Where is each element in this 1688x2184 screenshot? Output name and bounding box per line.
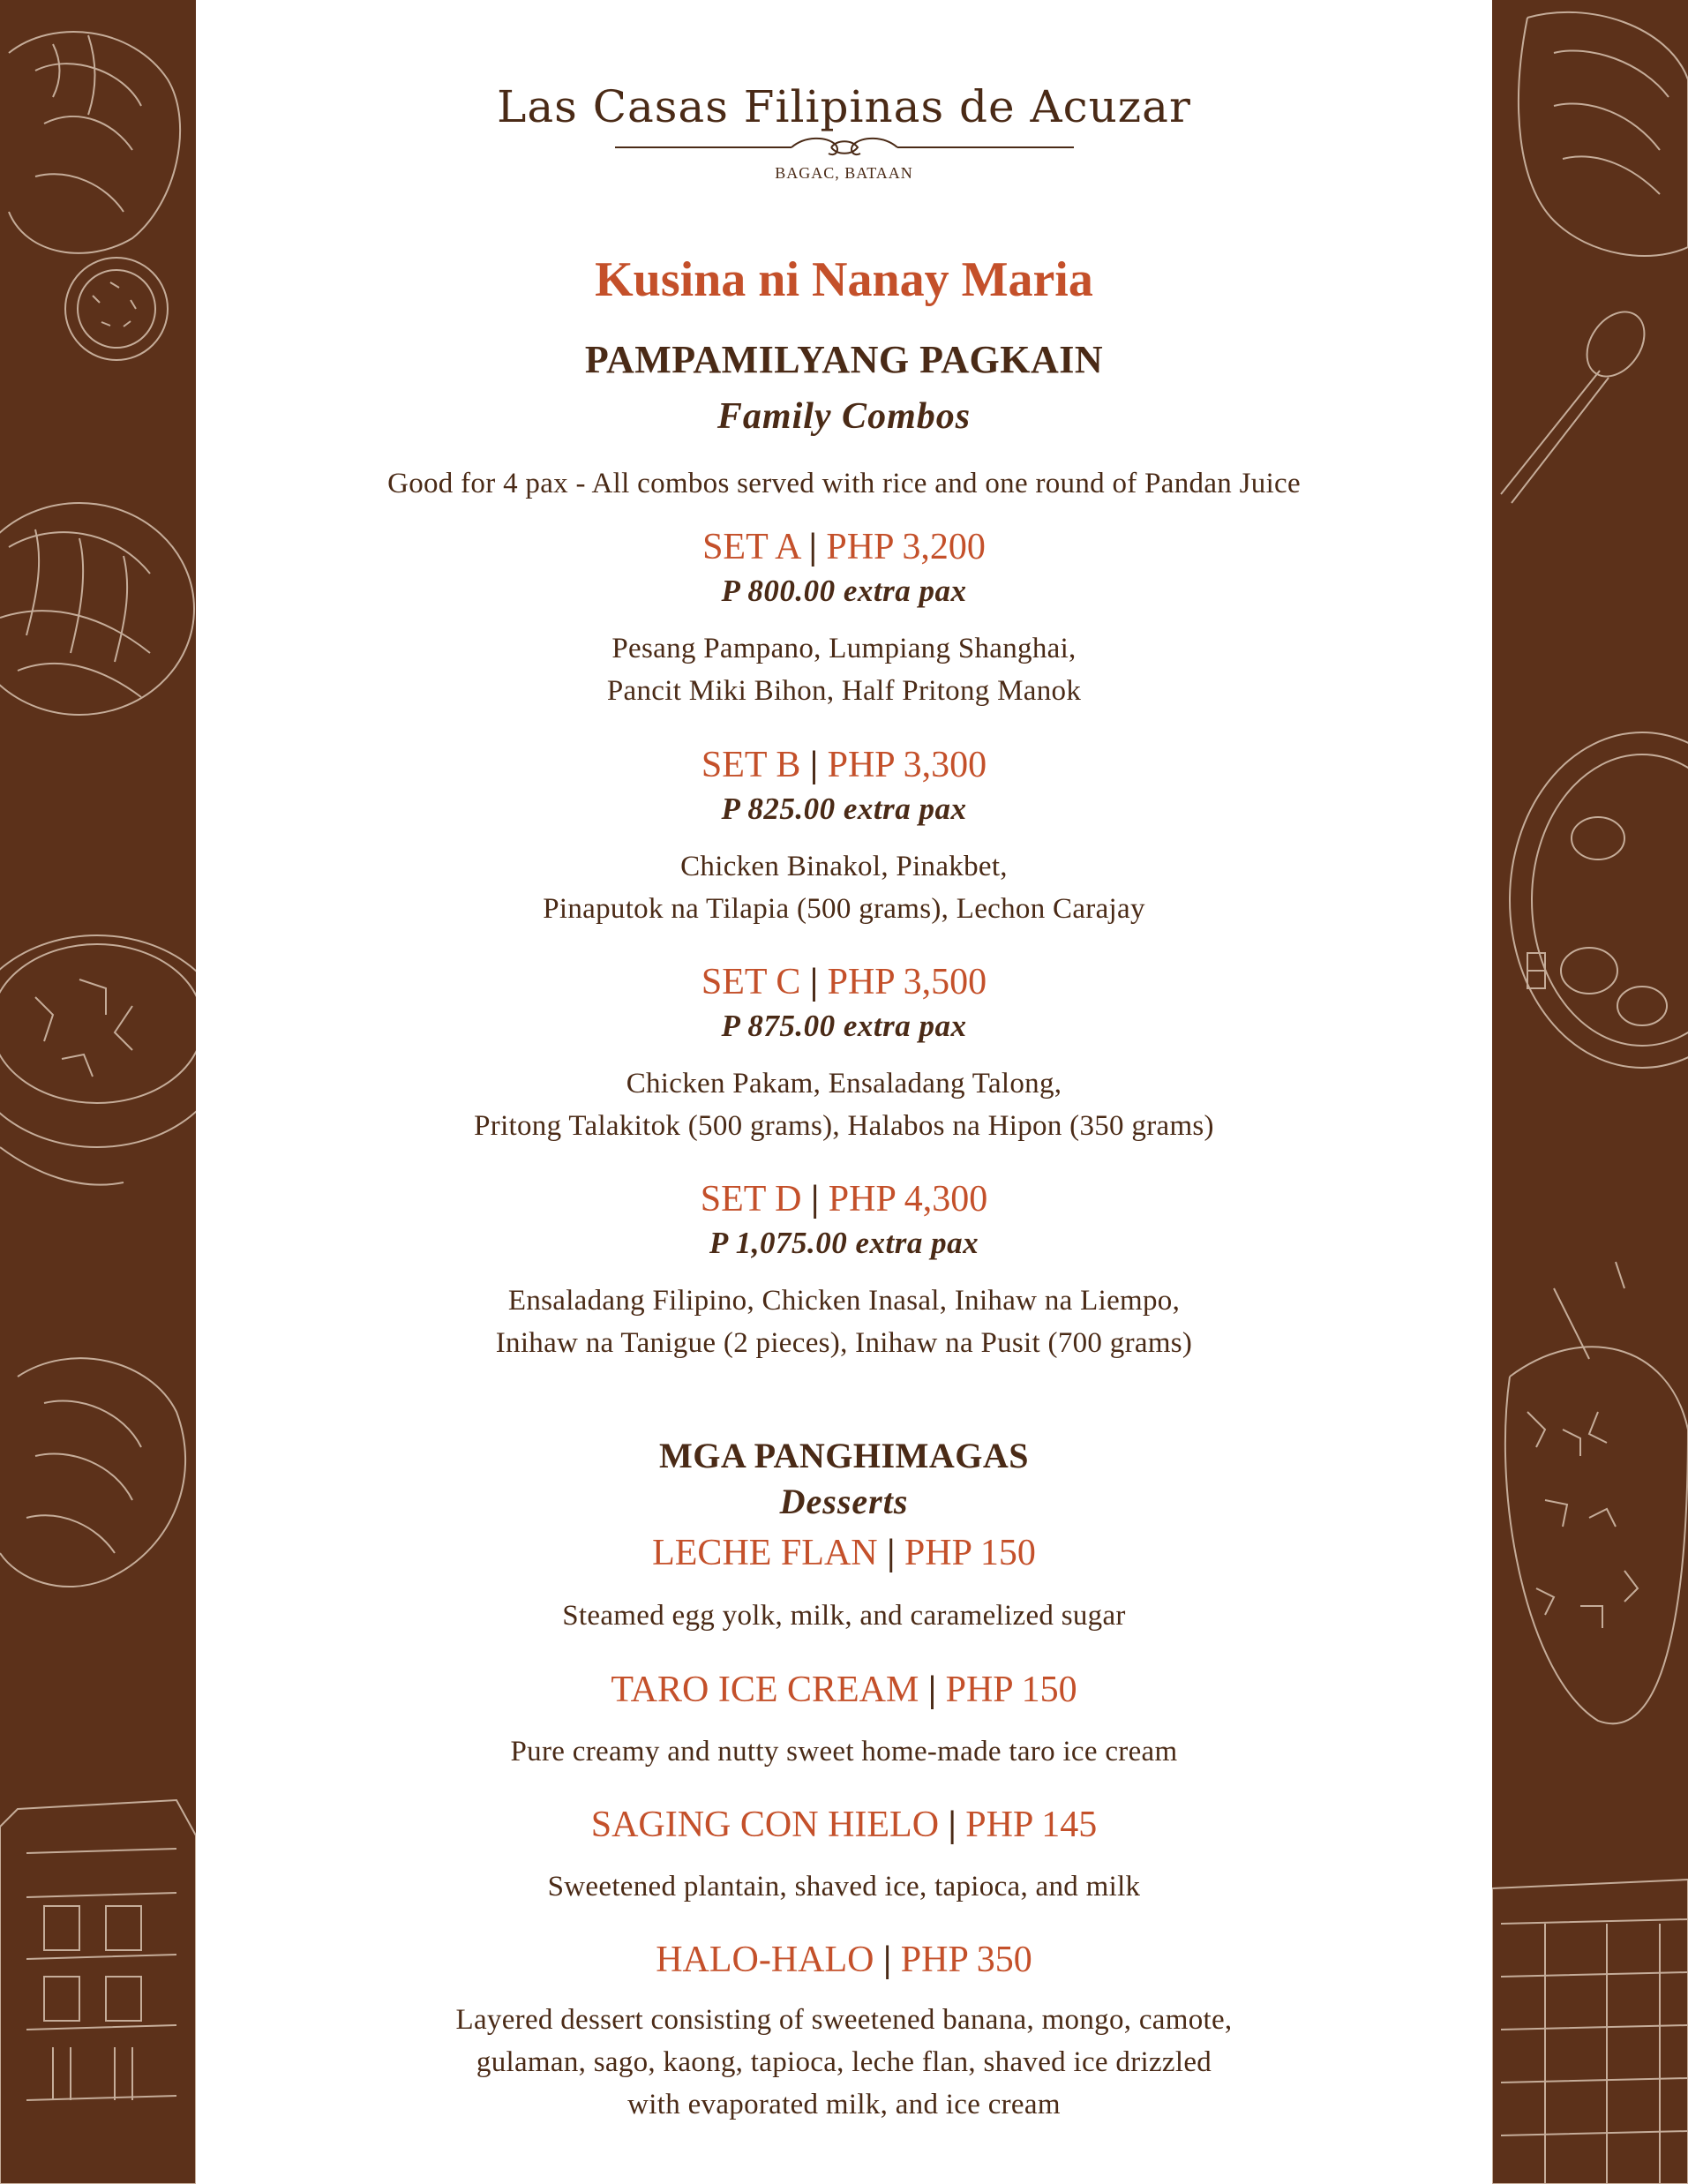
dessert-price: PHP 145	[965, 1805, 1098, 1845]
set-price: PHP 4,300	[828, 1179, 988, 1220]
separator: |	[887, 1533, 896, 1573]
dessert-name: TARO ICE CREAM	[611, 1670, 919, 1710]
leche-flan-title	[196, 1532, 1492, 1574]
description-line: Pinaputok na Tilapia (500 grams), Lechon Carajay	[543, 893, 1145, 925]
saging-con-hielo-description: Sweetened plantain, shaved ice, tapioca, and milk	[547, 1871, 1141, 1903]
saging-con-hielo-title	[196, 1804, 1492, 1846]
halo-halo-title	[196, 1939, 1492, 1981]
separator: |	[927, 1670, 937, 1710]
dessert-section-title: MGA PANGHIMAGAS	[659, 1436, 1029, 1475]
set-name: SET B	[701, 745, 801, 785]
set-d-extra-pax: P 1,075.00 extra pax	[709, 1226, 979, 1260]
set-name: SET C	[701, 962, 801, 1002]
separator: |	[811, 1179, 820, 1220]
brand-logo	[196, 81, 1492, 183]
flourish-divider-icon	[615, 134, 1074, 161]
description-line: gulaman, sago, kaong, tapioca, leche flan, shaved ice drizzled	[476, 2046, 1212, 2078]
separator: |	[883, 1940, 892, 1980]
restaurant-name: Kusina ni Nanay Maria	[595, 252, 1093, 307]
food-sketch-illustrations-left	[0, 0, 196, 2184]
set-d-title	[196, 1178, 1492, 1220]
left-decorative-panel	[0, 0, 196, 2184]
dessert-price: PHP 350	[900, 1940, 1032, 1980]
set-name: SET D	[700, 1179, 802, 1220]
family-section-title: PAMPAMILYANG PAGKAIN	[584, 338, 1104, 381]
set-b-title	[196, 744, 1492, 786]
set-price: PHP 3,200	[826, 527, 986, 567]
set-b-description	[196, 845, 1492, 930]
dessert-section-subtitle: Desserts	[779, 1482, 909, 1521]
set-name: SET A	[702, 527, 800, 567]
dessert-name: SAGING CON HIELO	[590, 1805, 940, 1845]
logo-location: BAGAC, BATAAN	[775, 164, 913, 182]
menu-page	[196, 0, 1492, 2184]
leche-flan-description: Steamed egg yolk, milk, and caramelized sugar	[562, 1600, 1126, 1632]
logo-wordmark: Las Casas Filipinas de Acuzar	[497, 81, 1191, 132]
set-c-title	[196, 961, 1492, 1003]
separator: |	[948, 1805, 957, 1845]
description-line: Pancit Miki Bihon, Half Pritong Manok	[606, 675, 1082, 707]
set-c-extra-pax: P 875.00 extra pax	[721, 1009, 967, 1043]
dessert-name: LECHE FLAN	[652, 1533, 878, 1573]
taro-ice-cream-title	[196, 1669, 1492, 1711]
separator: |	[808, 527, 817, 567]
separator: |	[809, 745, 819, 785]
set-a-title	[196, 526, 1492, 568]
description-line: Chicken Pakam, Ensaladang Talong,	[626, 1068, 1062, 1100]
description-line: Inihaw na Tanigue (2 pieces), Inihaw na Pusit (700 grams)	[495, 1327, 1193, 1359]
description-line: Chicken Binakol, Pinakbet,	[680, 851, 1008, 882]
taro-ice-cream-description: Pure creamy and nutty sweet home-made taro ice cream	[510, 1736, 1178, 1767]
food-sketch-illustrations-right	[1492, 0, 1688, 2184]
description-line: Layered dessert consisting of sweetened banana, mongo, camote,	[455, 2004, 1233, 2036]
separator: |	[809, 962, 819, 1002]
dessert-price: PHP 150	[945, 1670, 1077, 1710]
set-price: PHP 3,300	[827, 745, 987, 785]
dessert-price: PHP 150	[904, 1533, 1036, 1573]
set-d-description	[196, 1280, 1492, 1364]
right-decorative-panel	[1492, 0, 1688, 2184]
set-c-description	[196, 1062, 1492, 1147]
set-a-description	[196, 627, 1492, 712]
description-line: Pritong Talakitok (500 grams), Halabos na Hipon (350 grams)	[474, 1110, 1214, 1142]
halo-halo-description	[196, 1999, 1492, 2126]
dessert-name: HALO-HALO	[656, 1940, 874, 1980]
family-section-subtitle: Family Combos	[716, 396, 972, 437]
family-section-note: Good for 4 pax - All combos served with rice and one round of Pandan Juice	[387, 468, 1301, 499]
description-line: with evaporated milk, and ice cream	[627, 2089, 1061, 2120]
set-price: PHP 3,500	[827, 962, 987, 1002]
set-a-extra-pax: P 800.00 extra pax	[721, 574, 967, 608]
description-line: Pesang Pampano, Lumpiang Shanghai,	[611, 633, 1077, 664]
set-b-extra-pax: P 825.00 extra pax	[721, 792, 967, 826]
description-line: Ensaladang Filipino, Chicken Inasal, Inihaw na Liempo,	[507, 1285, 1181, 1317]
